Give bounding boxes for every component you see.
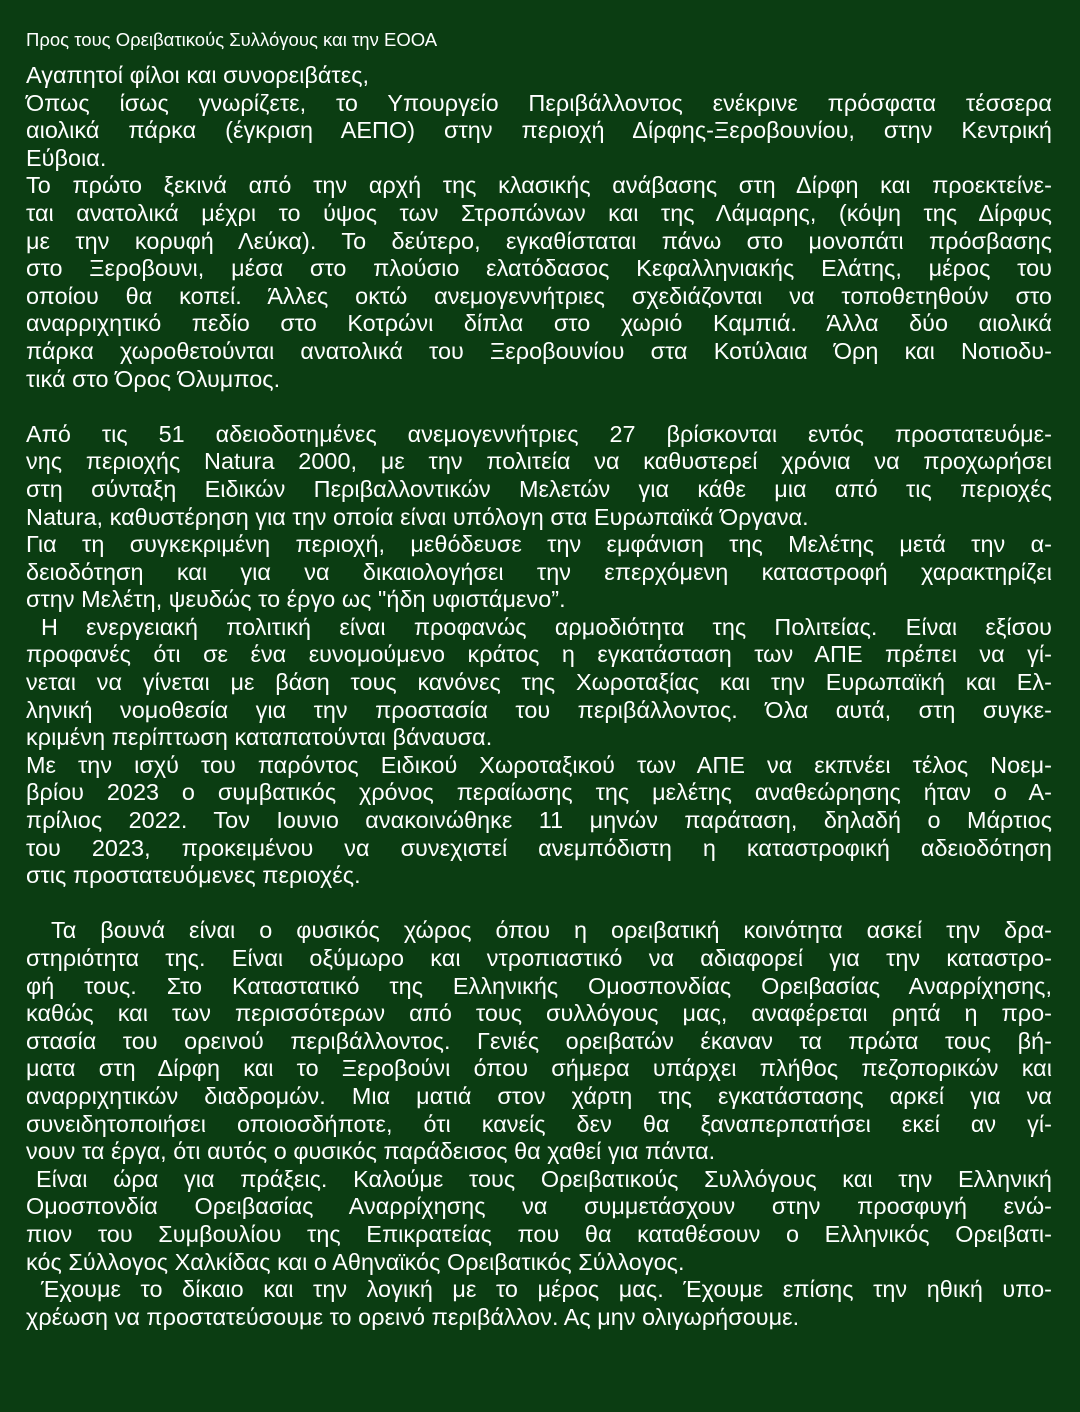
text-line: νεται να γίνεται με βάση τους κανόνες της Χωροταξίας και την Ευρωπαϊκή και Ελ- — [26, 669, 1052, 696]
text-line: στις προστατευόμενες περιοχές. — [26, 862, 361, 889]
text-line: Τα βουνά είναι ο φυσικός χώρος όπου η ορειβατική κοινότητα ασκεί την δρα- — [51, 917, 1052, 944]
letter-heading: Προς τους Ορειβατικούς Συλλόγους και την ΕΟΟΑ — [26, 29, 438, 50]
text-line: Από τις 51 αδειοδοτημένες ανεμογεννήτριες 27 βρίσκονται εντός προστατευόμε- — [26, 420, 1052, 447]
text-line: Η ενεργειακή πολιτική είναι προφανώς αρμοδιότητα της Πολιτείας. Είναι εξίσου — [41, 613, 1052, 640]
text-line: Εύβοια. — [26, 144, 107, 171]
text-line: στασία του ορεινού περιβάλλοντος. Γενιές ορειβατών έκαναν τα πρώτα τους βή- — [26, 1027, 1052, 1054]
text-line: στηριότητα της. Είναι οξύμωρο και ντροπιαστικό να αδιαφορεί για την καταστρο- — [26, 945, 1052, 971]
letter-body — [26, 62, 1052, 1331]
text-line: Όπως ίσως γνωρίζετε, το Υπουργείο Περιβάλλοντος ενέκρινε πρόσφατα τέσσερα — [26, 89, 1052, 116]
text-line: νουν τα έργα, ότι αυτός ο φυσικός παράδεισος θα χαθεί για πάντα. — [26, 1138, 716, 1165]
text-line: Αγαπητοί φίλοι και συνορειβάτες, — [26, 62, 370, 88]
text-line: οποίου θα κοπεί. Άλλες οκτώ ανεμογεννήτριες σχεδιάζονται να τοποθετηθούν στο — [26, 282, 1052, 309]
text-line: πιον του Συμβουλίου της Επικρατείας που θα καταθέσουν ο Ελληνικός Ορειβατι- — [26, 1220, 1052, 1247]
text-line: στη σύνταξη Ειδικών Περιβαλλοντικών Μελετών για κάθε μια από τις περιοχές — [26, 475, 1052, 502]
text-line: πρίλιος 2022. Τον Ιουνιο ανακοινώθηκε 11 μηνών παράταση, δηλαδή ο Μάρτιος — [26, 807, 1052, 834]
text-line: Με την ισχύ του παρόντος Ειδικού Χωροταξικού των ΑΠΕ να εκπνέει τέλος Νοεμ- — [26, 751, 1052, 778]
text-line: νης περιοχής Natura 2000, με την πολιτεία να καθυστερεί χρόνια να προχωρήσει — [26, 448, 1052, 475]
text-line: τικά στο Όρος Όλυμπος. — [26, 365, 281, 392]
text-line: ματα στη Δίρφη και το Ξεροβούνι όπου σήμερα υπάρχει πλήθος πεζοπορικών και — [26, 1055, 1052, 1082]
text-line: στην Μελέτη, ψευδώς το έργο ως "ήδη υφιστάμενο”. — [26, 586, 566, 613]
text-line: στο Ξεροβουνι, μέσα στο πλούσιο ελατόδασος Κεφαλληνιακής Ελάτης, μέρος του — [26, 255, 1052, 282]
text-line: χρέωση να προστατεύσουμε το ορεινό περιβάλλον. Ας μην ολιγωρήσουμε. — [26, 1303, 800, 1330]
text-line: καθώς και των περισσότερων από τους συλλόγους μας, αναφέρεται ρητά η προ- — [26, 1000, 1052, 1027]
text-line: ληνική νομοθεσία για την προστασία του περιβάλλοντος. Όλα αυτά, στη συγκε- — [26, 696, 1052, 723]
text-line: Είναι ώρα για πράξεις. Καλούμε τους Ορειβατικούς Συλλόγους και την Ελληνική — [36, 1165, 1052, 1192]
paragraph-spacer — [26, 393, 1052, 421]
text-line: πάρκα χωροθετούνται ανατολικά του Ξεροβουνίου στα Κοτύλαια Όρη και Νοτιοδυ- — [26, 337, 1052, 364]
text-line: του 2023, προκειμένου να συνεχιστεί ανεμπόδιστη η καταστροφική αδειοδότηση — [26, 834, 1052, 861]
text-line: ται ανατολικά μέχρι το ύψος των Στροπώνων και της Λάμαρης, (κόψη της Δίρφυς — [26, 199, 1052, 226]
paragraph-spacer — [26, 890, 1052, 918]
text-line: συνειδητοποιήσει οποιοσδήποτε, ότι κανείς δεν θα ξαναπερπατήσει εκεί αν γί- — [26, 1110, 1052, 1137]
text-line: Natura, καθυστέρηση για την οποία είναι υπόλογη στα Ευρωπαϊκά Όργανα. — [26, 503, 809, 530]
text-line: φή τους. Στο Καταστατικό της Ελληνικής Ομοσπονδίας Ορειβασίας Αναρρίχησης, — [26, 972, 1052, 999]
text-line: αναρριχητικό πεδίο στο Κοτρώνι δίπλα στο χωριό Καμπιά. Άλλα δύο αιολικά — [26, 310, 1052, 337]
text-line: δειοδότηση και για να δικαιολογήσει την επερχόμενη καταστροφή χαρακτηρίζει — [26, 558, 1052, 585]
text-line: αναρριχητικών διαδρομών. Μια ματιά στον χάρτη της εγκατάστασης αρκεί για να — [26, 1082, 1052, 1109]
text-line: Έχουμε το δίκαιο και την λογική με το μέρος μας. Έχουμε επίσης την ηθική υπο- — [41, 1276, 1052, 1303]
text-line: αιολικά πάρκα (έγκριση ΑΕΠΟ) στην περιοχή Δίρφης-Ξεροβουνίου, στην Κεντρική — [26, 117, 1052, 144]
text-line: προφανές ότι σε ένα ευνομούμενο κράτος η εγκατάσταση των ΑΠΕ πρέπει να γί- — [26, 641, 1052, 668]
text-line: Για τη συγκεκριμένη περιοχή, μεθόδευσε την εμφάνιση της Μελέτης μετά την α- — [26, 531, 1052, 558]
text-line: κός Σύλλογος Χαλκίδας και ο Αθηναϊκός Ορειβατικός Σύλλογος. — [26, 1248, 685, 1275]
text-line: Ομοσπονδία Ορειβασίας Αναρρίχησης να συμμετάσχουν στην προσφυγή ενώ- — [26, 1193, 1052, 1220]
text-line: με την κορυφή Λεύκα). Το δεύτερο, εγκαθίσταται πάνω στο μονοπάτι πρόσβασης — [26, 227, 1052, 254]
text-line: κριμένη περίπτωση καταπατούνται βάναυσα. — [26, 724, 493, 751]
text-line: βρίου 2023 ο συμβατικός χρόνος περαίωσης της μελέτης αναθεώρησης ήταν ο Α- — [26, 779, 1052, 806]
text-line: Το πρώτο ξεκινά από την αρχή της κλασικής ανάβασης στη Δίρφη και προεκτείνε- — [26, 172, 1052, 199]
